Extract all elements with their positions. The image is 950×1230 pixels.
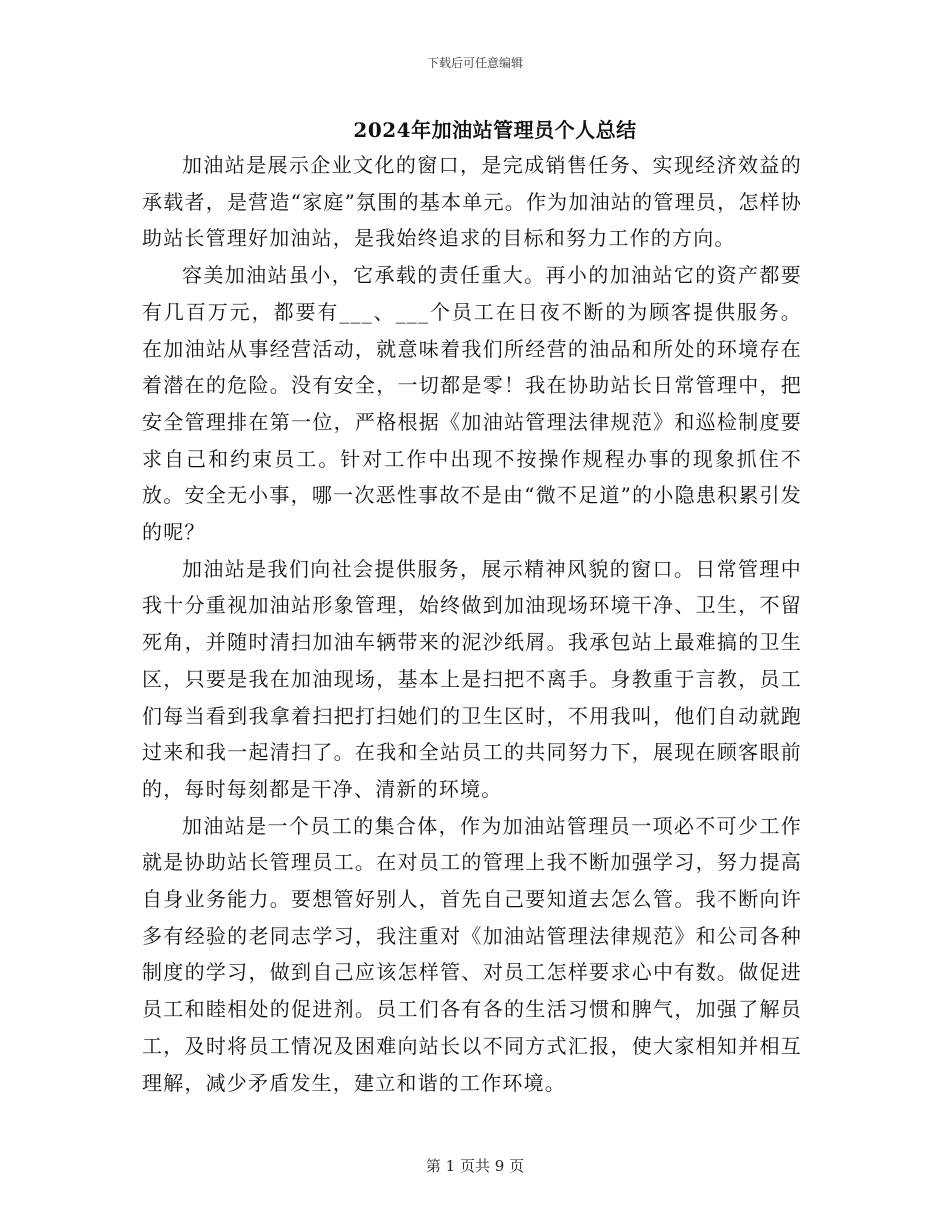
paragraph-3: 加油站是我们向社会提供服务，展示精神风貌的窗口。日常管理中我十分重视加油站形象管理，始终做到加油现场环境干净、卫生，不留死角，并随时清扫加油车辆带来的泥沙纸屑。我承包站上最难搞的卫生区，只要是我在加油现场，基本上是扫把不离手。身教重于言教，员工们每当看到我拿着扫把打扫她们的卫生区时，不用我叫，他们自动就跑过来和我一起清扫了。在我和全站员工的共同努力下，展现在顾客眼前的，每时每刻都是干净、清新的环境。 [142,556,802,801]
document-title: 2024年加油站管理员个人总结 [353,118,637,142]
paragraph-4: 加油站是一个员工的集合体，作为加油站管理员一项必不可少工作就是协助站长管理员工。在对员工的管理上我不断加强学习，努力提高自身业务能力。要想管好别人，首先自己要知道去怎么管。我不断向许多有经验的老同志学习，我注重对《加油站管理法律规范》和公司各种制度的学习，做到自己应该怎样管、对员工怎样要求心中有数。做促进员工和睦相处的促进剂。员工们各有各的生活习惯和脾气，加强了解员工，及时将员工情况及困难向站长以不同方式汇报，使大家相知并相互理解，减少矛盾发生，建立和谐的工作环境。 [142,813,802,1095]
page-number: 第 1 页共 9 页 [425,1157,525,1175]
paragraph-2: 容美加油站虽小，它承载的责任重大。再小的加油站它的资产都要有几百万元，都要有___、___个员工在日夜不断的为顾客提供服务。在加油站从事经营活动，就意味着我们所经营的油品和所处的环境存在着潜在的危险。没有安全，一切都是零！我在协助站长日常管理中，把安全管理排在第一位，严格根据《加油站管理法律规范》和巡检制度要求自己和约束员工。针对工作中出现不按操作规程办事的现象抓住不放。安全无小事，哪一次恶性事故不是由“微不足道”的小隐患积累引发的呢？ [142,263,802,545]
paragraph-1: 加油站是展示企业文化的窗口，是完成销售任务、实现经济效益的承载者，是营造“家庭”氛围的基本单元。作为加油站的管理员，怎样协助站长管理好加油站，是我始终追求的目标和努力工作的方向。 [142,153,802,251]
document-body [142,147,802,1101]
header-note: 下载后可任意编辑 [426,56,523,70]
